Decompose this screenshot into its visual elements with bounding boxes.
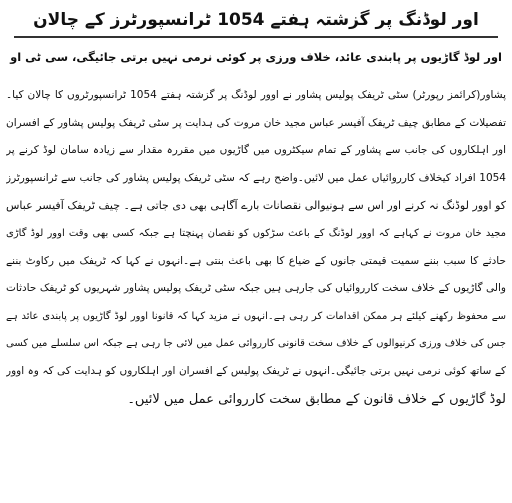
- article-subheadline: اور لوڈ گاڑیوں پر پابندی عائد، خلاف ورزی پر کوئی نرمی نہیں برتی جائیگی، سی ٹی او: [10, 50, 502, 64]
- body-line-5: کو اوور لوڈنگ نہ کرنے اور اس سے ہونیوالی نقصانات بارے آگاہی بھی دی جاتی ہے۔ چیف ٹریفک آفیسر عباس: [6, 199, 506, 213]
- body-line-4: 1054 افراد کیخلاف کارروائیاں عمل میں لائیں۔واضح رہے کہ سٹی ٹریفک پولیس پشاور کی جانب سے ٹرانسپورٹرز: [6, 171, 506, 184]
- body-line-6: مجید خان مروت نے کہاہے کہ اوور لوڈنگ کے باعث سڑکوں کو نقصان پہنچتا ہے جبکہ کسی بھی وقت اوور لوڈ گاڑی: [6, 227, 506, 239]
- body-line-12: لوڈ گاڑیوں کے خلاف قانون کے مطابق سخت کارروائی عمل میں لائیں۔: [127, 391, 506, 407]
- body-line-2: تفصیلات کے مطابق چیف ٹریفک آفیسر عباس مجید خان مروت کی ہدایت پر سٹی ٹریفک پولیس پشاور کے افسران: [6, 116, 506, 129]
- article-body: [6, 68, 506, 413]
- body-line-9: سے محفوظ رکھنے کیلئے ہر ممکن اقدامات کر رہی ہے۔انہوں نے مزید کہا کہ قانونا اوور لوڈ گاڑیوں پر پابندی عائد ہے: [6, 310, 506, 322]
- body-line-3: اور اہلکاروں کی جانب سے پشاور کے تمام سیکٹروں میں گاڑیوں میں مقررہ مقدار سے زیادہ سامان لوڈ کرنے پر: [6, 144, 506, 157]
- body-line-1: پشاور(کرائمز رپورٹر) سٹی ٹریفک پولیس پشاور نے اوور لوڈنگ پر گزشتہ ہفتے 1054 ٹرانسپورٹروں کا چالان کیا۔: [6, 89, 506, 101]
- body-line-7: حادثے کا سبب بننے سمیت قیمتی جانوں کے ضیاع کا بھی باعث بنتی ہے۔انہوں نے کہا کہ ٹریفک میں رکاوٹ بننے: [6, 254, 506, 267]
- article-headline: اور لوڈنگ پر گزشتہ ہفتے 1054 ٹرانسپورٹرز کے چالان: [33, 10, 479, 30]
- body-line-10: جس کی خلاف ورزی کرنیوالوں کے خلاف سخت قانونی کارروائی عمل میں لائی جا رہی ہے جبکہ اس سلسلے میں کسی: [6, 338, 506, 350]
- body-line-11: کے ساتھ کوئی نرمی نہیں برتی جائیگی۔انہوں نے ٹریفک پولیس کے افسران اور اہلکاروں کو ہدایت کی کہ وہ اوور: [6, 364, 506, 377]
- body-line-8: والی گاڑیوں کے خلاف سخت کارروائیاں کی جارہی ہیں جبکہ سٹی ٹریفک پولیس پشاور شہریوں کو ٹریفک حادثات: [6, 282, 506, 295]
